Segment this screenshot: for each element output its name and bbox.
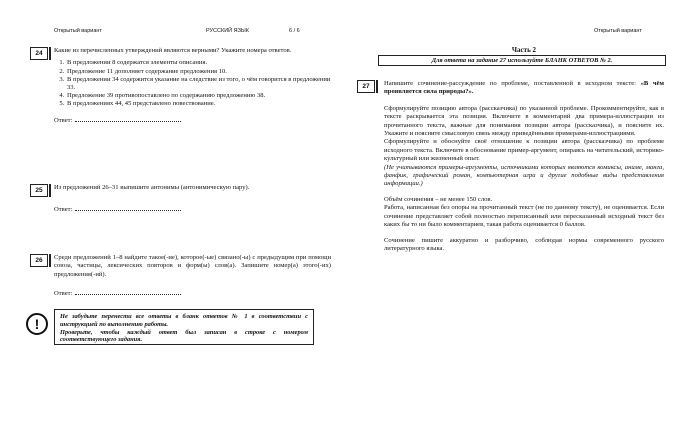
option-4: 4. Предложение 39 противопоставлено по содержанию предложению 38. bbox=[66, 92, 331, 100]
writing-norms: Сочинение пишите аккуратно и разборчиво, соблюдая нормы современного русского литературного языка. bbox=[384, 236, 664, 252]
answer-label-26: Ответ: bbox=[54, 290, 73, 298]
question-number-27: 27 bbox=[357, 80, 375, 93]
part-instruction: Для ответа на задание 27 используйте БЛАНК ОТВЕТОВ № 2. bbox=[378, 55, 666, 66]
instruction-exclusions: (Не учитываются примеры-аргументы, источниками которых являются комиксы, аниме, манга, фанфик, графический роман, компьютерная игра и другие подобные виды представления информации.) bbox=[384, 163, 664, 188]
question-24-prompt: Какие из перечисленных утверждений являются верными? Укажите номера ответов. bbox=[54, 47, 292, 54]
header-variant-right: Открытый вариант bbox=[594, 28, 642, 34]
option-1: 1. В предложении 8 содержатся элементы описания. bbox=[66, 59, 331, 67]
question-27 bbox=[384, 80, 664, 253]
header-page-number: 6 / 6 bbox=[289, 28, 300, 34]
header-variant: Открытый вариант bbox=[54, 28, 102, 34]
answer-field-24[interactable] bbox=[75, 115, 181, 122]
part-title: Часть 2 bbox=[511, 46, 537, 54]
answer-field-25[interactable] bbox=[75, 204, 181, 211]
question-24 bbox=[54, 47, 331, 125]
question-number-24: 24 bbox=[30, 47, 48, 60]
exclamation-circle-icon: ! bbox=[26, 313, 48, 335]
question-26 bbox=[54, 254, 331, 299]
question-number-26: 26 bbox=[30, 254, 48, 267]
reminder-note bbox=[54, 309, 314, 345]
answer-label-25: Ответ: bbox=[54, 206, 73, 214]
essay-topic: «В чём проявляется сила природы?». bbox=[384, 80, 665, 96]
question-number-25: 25 bbox=[30, 184, 48, 197]
header-subject: РУССКИЙ ЯЗЫК bbox=[206, 28, 249, 34]
question-25-prompt: Из предложений 26–31 выпишите антонимы (антонимическую пару). bbox=[54, 184, 250, 191]
instruction-position: Сформулируйте позицию автора (рассказчика) по указанной проблеме. Прокомментируйте, как в тексте раскрывается эта позиция. Включите в комментарий два примера-иллюстрации из прочитанного текста, важные для понимания позиции автора (рассказчика), и поясните их. Укажите и поясните смысловую связь между приведёнными примерами-иллюстрациями. bbox=[384, 104, 664, 138]
instruction-own-opinion: Сформулируйте и обоснуйте своё отношение к позиции автора (рассказчика) по проблеме исходного текста. Включите в обоснование пример-аргумент, опираясь на читательский, историко-культурный или жизненный опыт. bbox=[384, 138, 664, 163]
question-26-prompt: Среди предложений 1–8 найдите такое(-ие), которое(-ые) связано(-ы) с предыдущим при помощи союза, частицы, лексических повторов и форм(ы) слов(а). Запишите номер(а) этого(-их) предложения(-ий). bbox=[54, 254, 331, 278]
question-25 bbox=[54, 184, 331, 215]
answer-field-26[interactable] bbox=[75, 288, 181, 295]
answer-label-24: Ответ: bbox=[54, 116, 73, 124]
reminder-line-2: Проверьте, чтобы каждый ответ был записан в строке с номером соответствующего задания. bbox=[60, 328, 308, 344]
evaluation-rules: Работа, написанная без опоры на прочитанный текст (не по данному тексту), не оценивается. Если сочинение представляет собой полностью переписанный или пересказанный исходный текст без каких бы то ни было комментариев, такая работа оценивается 0 баллов. bbox=[384, 204, 664, 229]
question-27-intro: Напишите сочинение-рассуждение по проблеме, поставленной в исходном тексте: bbox=[384, 80, 636, 87]
option-3: 3. В предложении 34 содержится указание на следствие из того, о чём говорится в предложении 33. bbox=[66, 76, 331, 92]
option-2: 2. Предложение 11 дополняет содержание предложения 10. bbox=[66, 68, 331, 76]
essay-volume: Объём сочинения – не менее 150 слов. bbox=[384, 195, 493, 203]
reminder-line-1: Не забудьте перенести все ответы в бланк ответов № 1 в соответствии с инструкцией по выполнению работы. bbox=[60, 313, 308, 328]
option-5: 5. В предложениях 44, 45 представлено повествование. bbox=[66, 100, 331, 108]
question-24-options bbox=[54, 59, 331, 108]
